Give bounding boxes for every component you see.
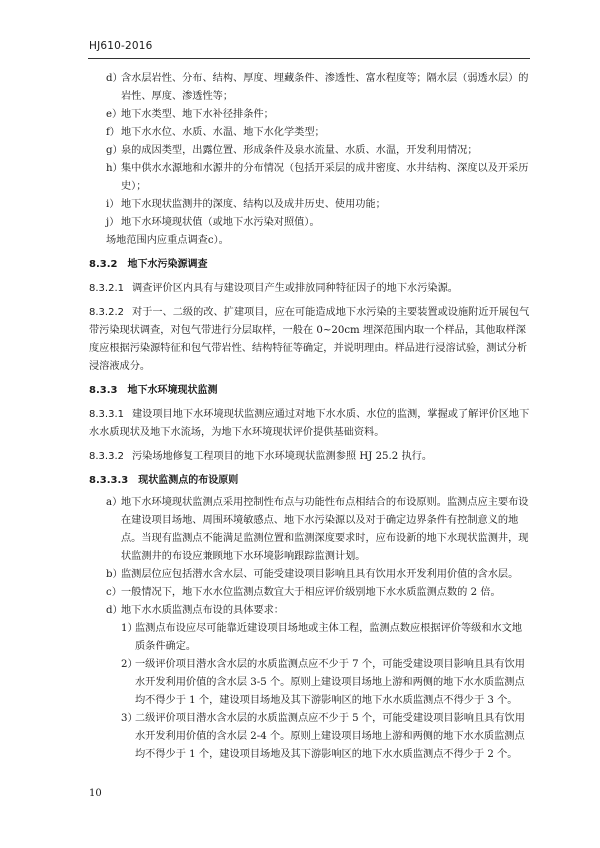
list-item: h） 集中供水水源地和水源井的分布情况（包括开采层的成井密度、水井结构、深度以及开采历史）；: [106, 163, 529, 192]
list-item: c） 一般情况下，地下水水位监测点数宜大于相应评价级别地下水水质监测点数的 2 倍。: [106, 587, 501, 598]
list-item: b） 监测层位应包括潜水含水层、可能受建设项目影响且具有饮用水开发利用价值的含水层。: [106, 569, 519, 580]
sub-list-item: 1） 监测点布设应尽可能靠近建设项目场地或主体工程，监测点数应根据评价等级和水文地质条件确定。: [121, 623, 523, 652]
paragraph-8-3-3-2: 8.3.3.2 污染场地修复工程项目的地下水环境现状监测参照 HJ 25.2 执行。: [89, 451, 433, 462]
list-investigation-items: [89, 70, 531, 250]
page-content: [89, 70, 531, 764]
list-item: e） 地下水类型、地下水补径排条件；: [106, 109, 274, 120]
list-item: d） 地下水水质监测点布设的具体要求：: [106, 605, 284, 616]
paragraph-8-3-2-1: 8.3.2.1 调查评价区内具有与建设项目产生或排放同种特征因子的地下水污染源。: [89, 283, 458, 294]
header-rule: [88, 58, 530, 59]
list-tail-note: 场地范围内应重点调查c）。: [106, 235, 229, 246]
list-item: i） 地下水现状监测井的深度、结构以及成井历史、使用功能；: [106, 199, 386, 210]
list-item: d） 含水层岩性、分布、结构、厚度、埋藏条件、渗透性、富水程度等；隔水层（弱透水层）的岩性、厚度、渗透性等；: [106, 73, 529, 102]
section-heading-8-3-3: 8.3.3 地下水环境现状监测: [89, 385, 218, 396]
paragraph-8-3-2-2: 8.3.2.2 对于一、二级的改、扩建项目，应在可能造成地下水污染的主要装置或设施附近开展包气带污染现状调查，对包气带进行分层取样，一般在 0~20cm 埋深范围内取一个样品，其他取样深度应根据污染源特征和包气带岩性、结构特征等确定，并说明理由。样品进行浸溶试验，测试分析浸溶液成分。: [89, 307, 530, 372]
list-item: f） 地下水水位、水质、水温、地下水化学类型；: [106, 127, 325, 138]
section-heading-8-3-2: 8.3.2 地下水污染源调查: [89, 259, 208, 270]
list-monitoring-principles: [89, 494, 531, 764]
list-item: j） 地下水环境现状值（或地下水污染对照值）。: [106, 217, 320, 228]
list-item: g） 泉的成因类型，出露位置、形成条件及泉水流量、水质、水温，开发利用情况；: [106, 145, 478, 156]
sub-list-item: 2） 一级评价项目潜水含水层的水质监测点应不少于 7 个，可能受建设项目影响且具有饮用水开发利用价值的含水层 3-5 个。原则上建设项目场地上游和两侧的地下水水质监测点均不得少于 1 个，建设项目场地及其下游影响区的地下水水质监测点不得少于 3 个。: [121, 659, 525, 706]
page-number: 10: [89, 788, 102, 799]
list-item: a） 地下水环境现状监测点采用控制性布点与功能性布点相结合的布设原则。监测点应主要布设在建设项目场地、周围环境敏感点、地下水污染源以及对于确定边界条件有控制意义的地点。当现有监测点不能满足监测位置和监测深度要求时，应布设新的地下水现状监测井，现状监测井的布设应兼顾地下水环境影响跟踪监测计划。: [106, 497, 529, 562]
paragraph-8-3-3-1: 8.3.3.1 建设项目地下水环境现状监测应通过对地下水水质、水位的监测，掌握或了解评价区地下水水质现状及地下水流场，为地下水环境现状评价提供基础资料。: [89, 409, 530, 438]
document-code: HJ610-2016: [89, 40, 153, 52]
sub-list-item: 3） 二级评价项目潜水含水层的水质监测点应不少于 5 个，可能受建设项目影响且具有饮用水开发利用价值的含水层 2-4 个。原则上建设项目场地上游和两侧的地下水水质监测点均不得少于 1 个，建设项目场地及其下游影响区的地下水水质监测点不得少于 2 个。: [121, 713, 525, 760]
section-heading-8-3-3-3: 8.3.3.3 现状监测点的布设原则: [89, 475, 239, 486]
